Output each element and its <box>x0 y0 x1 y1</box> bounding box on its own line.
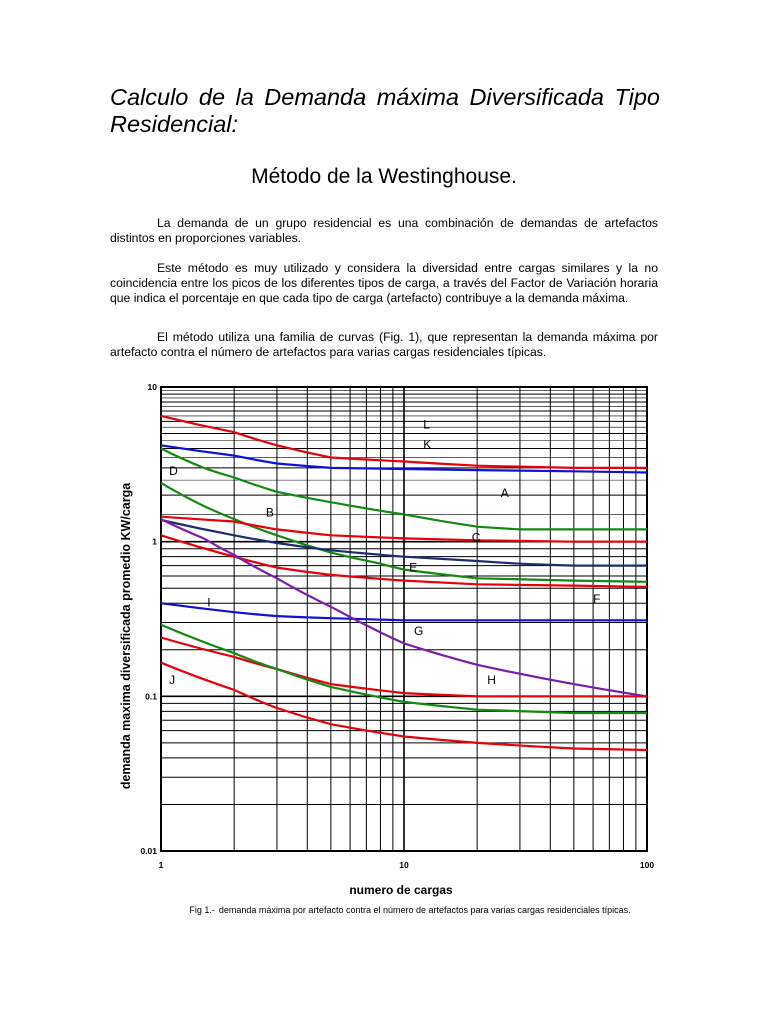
curve-label-A: A <box>500 485 509 500</box>
curve-label-D: D <box>169 463 178 478</box>
demand-curves-chart <box>100 376 668 932</box>
document-subtitle: Método de la Westinghouse. <box>251 165 517 188</box>
y-tick-label: 0.01 <box>140 846 157 856</box>
figure-caption <box>164 904 656 917</box>
curve-label-K: K <box>423 437 432 452</box>
paragraph-1: La demanda de un grupo residencial es una combinación de demandas de artefactos distintos en proporciones variables. <box>110 216 658 245</box>
x-tick-label: 1 <box>158 860 164 870</box>
curve-label-G: G <box>414 623 424 638</box>
x-tick-label: 10 <box>399 860 409 870</box>
curve-label-J: J <box>169 673 176 688</box>
figure-caption-text: demanda máxima por artefacto contra el número de artefactos para varias cargas residenciales típicas. <box>218 905 631 915</box>
curve-label-I: I <box>207 595 211 610</box>
y-tick-label: 1 <box>152 536 157 547</box>
y-tick-label: 10 <box>147 382 157 392</box>
figure-caption-label: Fig 1.- <box>189 905 215 915</box>
curve-label-E: E <box>409 560 418 575</box>
paragraph-2: Este método es muy utilizado y considera la diversidad entre cargas similares y la no coincidencia entre los picos de los diferentes tipos de carga, a través del Factor de Variación horaria que indica el porcentaje en que cada tipo de carga (artefacto) contribuye a la demanda máxima. <box>110 261 658 305</box>
x-tick-label: 100 <box>639 860 655 870</box>
x-axis-label: numero de cargas <box>349 883 453 897</box>
chart-ticks <box>140 382 654 870</box>
paragraph-3: El método utiliza una familia de curvas (Fig. 1), que representan la demanda máxima por artefacto contra el número de artefactos para varias cargas residenciales típicas. <box>110 330 658 359</box>
document-heading: Calculo de la Demanda máxima Diversificada Tipo Residencial: <box>110 84 660 137</box>
curve-label-L: L <box>423 417 430 432</box>
curve-label-B: B <box>265 505 274 520</box>
y-tick-label: 0.1 <box>145 691 157 702</box>
curve-label-F: F <box>593 592 601 607</box>
curve-label-C: C <box>471 530 481 545</box>
y-axis-label: demanda maxima diversificada promedio KW/carga <box>119 482 133 790</box>
curve-label-H: H <box>487 673 496 688</box>
